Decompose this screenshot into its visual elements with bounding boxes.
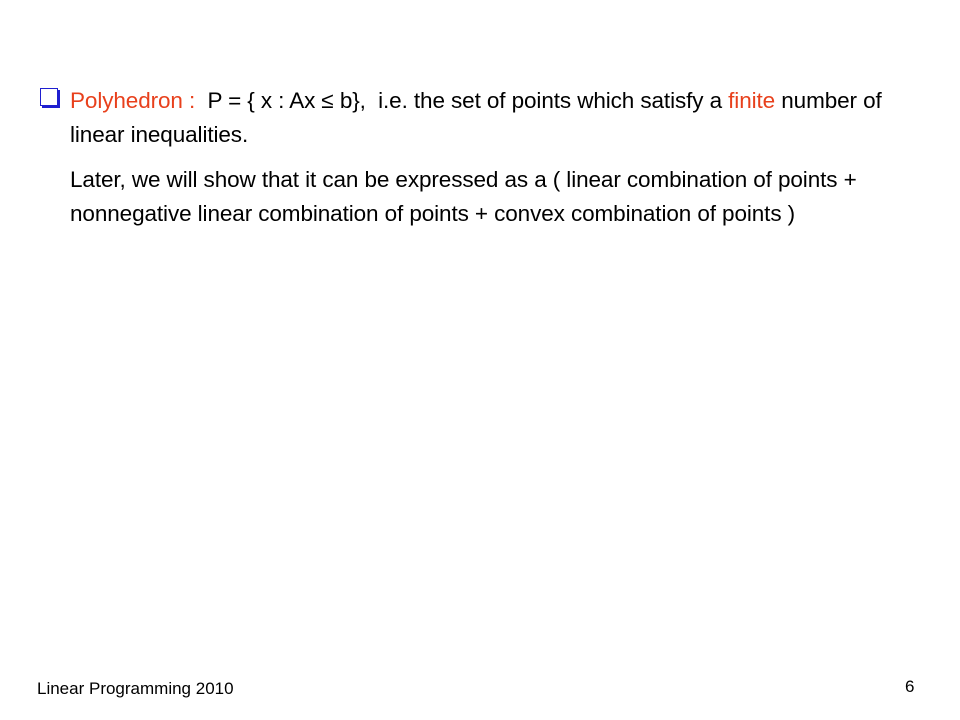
followup-paragraph: Later, we will show that it can be expressed as a ( linear combination of points + nonnegative linear combination of points + convex combination of points ) xyxy=(70,167,857,226)
emphasis-finite: finite xyxy=(728,88,776,113)
definition-explanation-start: i.e. the set of points which satisfy a xyxy=(378,88,729,113)
term-polyhedron: Polyhedron : xyxy=(70,88,196,113)
bullet-block xyxy=(40,84,930,231)
hollow-square-bullet-icon xyxy=(40,88,58,106)
definition-explanation-end: number of linear inequalities. xyxy=(70,88,882,147)
polyhedron-definition xyxy=(70,84,930,152)
footer-page-number: 6 xyxy=(905,677,915,696)
polyhedron-formula: P = { x : Ax ≤ b}, xyxy=(207,88,366,113)
footer-course-title: Linear Programming 2010 xyxy=(37,679,234,698)
